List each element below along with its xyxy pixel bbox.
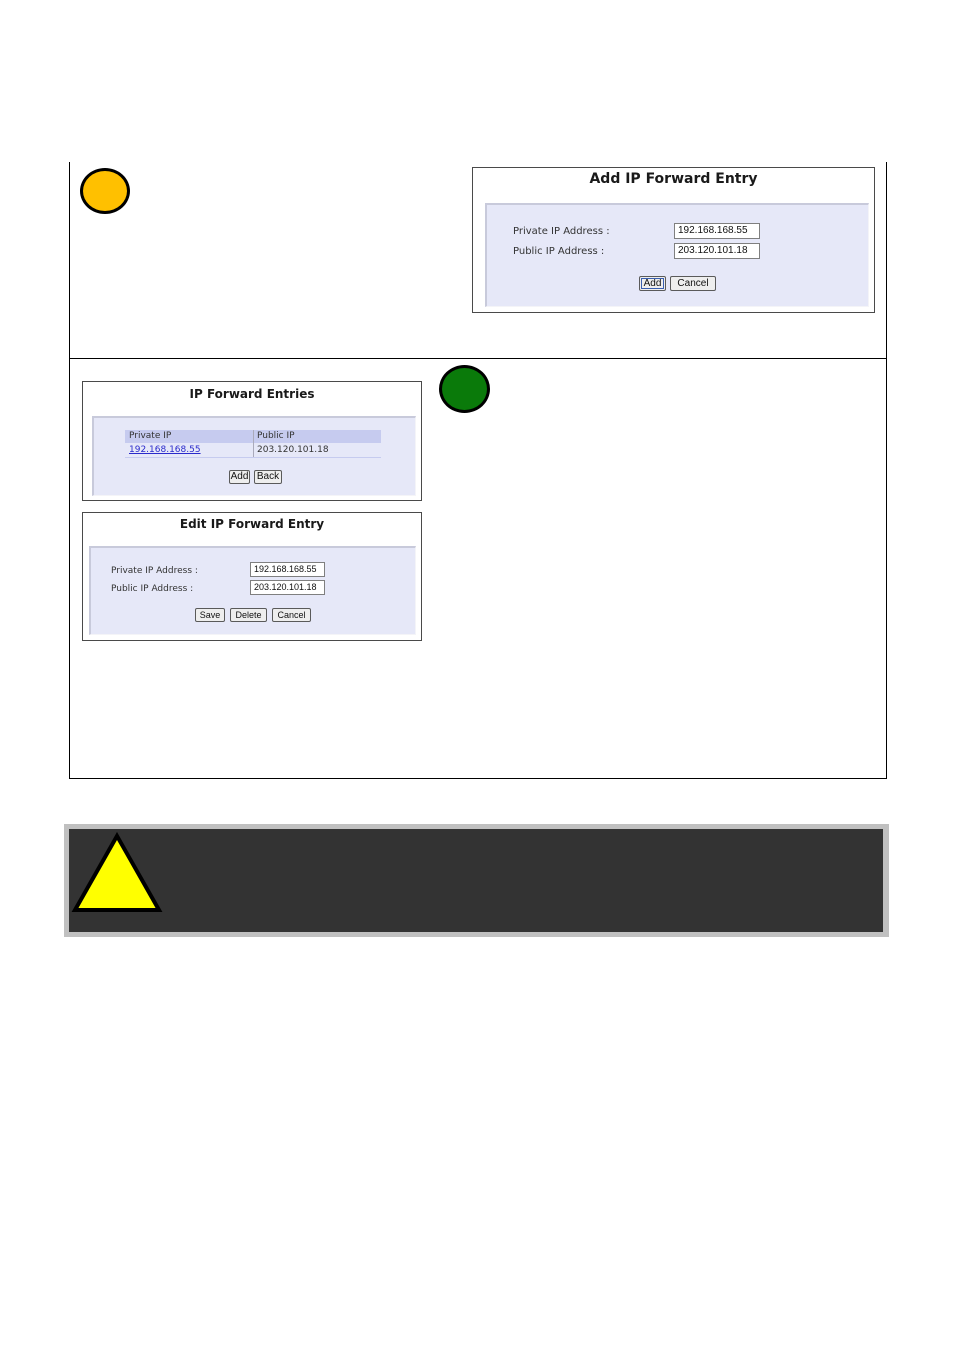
add-ip-forward-dialog xyxy=(472,167,875,313)
edit-public-ip-label: Public IP Address : xyxy=(111,584,194,594)
column-header-public-ip: Public IP xyxy=(257,431,295,441)
warning-triangle-icon xyxy=(71,832,163,914)
edit-dialog-title: Edit IP Forward Entry xyxy=(179,517,325,531)
entries-dialog-panel xyxy=(92,416,416,496)
row-underline xyxy=(125,457,381,458)
step-marker-yellow-icon xyxy=(80,168,130,214)
column-header-private-ip: Private IP xyxy=(129,431,172,441)
step-marker-green-icon xyxy=(439,365,490,413)
add-button[interactable]: Add xyxy=(639,276,666,291)
add-dialog-panel xyxy=(485,203,869,307)
entries-dialog-title: IP Forward Entries xyxy=(189,387,315,401)
entries-add-button[interactable]: Add xyxy=(230,471,249,482)
column-separator xyxy=(253,430,254,457)
add-dialog-title: Add IP Forward Entry xyxy=(589,171,758,187)
entry-private-ip-link[interactable]: 192.168.168.55 xyxy=(129,445,201,455)
ip-forward-entries-dialog xyxy=(82,381,422,501)
steps-row-divider xyxy=(69,358,887,359)
entry-public-ip: 203.120.101.18 xyxy=(257,445,329,455)
public-ip-input[interactable]: 203.120.101.18 xyxy=(674,243,760,259)
edit-private-ip-label: Private IP Address : xyxy=(111,566,198,576)
cancel-button[interactable]: Cancel xyxy=(670,276,716,291)
private-ip-input[interactable]: 192.168.168.55 xyxy=(674,223,760,239)
edit-public-ip-input[interactable]: 203.120.101.18 xyxy=(250,580,325,595)
private-ip-label: Private IP Address : xyxy=(513,226,610,237)
warning-note-box xyxy=(69,829,883,932)
delete-button[interactable]: Delete xyxy=(230,608,267,622)
edit-private-ip-input[interactable]: 192.168.168.55 xyxy=(250,562,325,577)
entries-back-button[interactable]: Back xyxy=(254,470,282,484)
save-button[interactable]: Save xyxy=(195,608,225,622)
edit-ip-forward-dialog xyxy=(82,512,422,641)
edit-cancel-button[interactable]: Cancel xyxy=(272,608,311,622)
edit-dialog-panel xyxy=(89,546,416,635)
public-ip-label: Public IP Address : xyxy=(513,246,605,257)
